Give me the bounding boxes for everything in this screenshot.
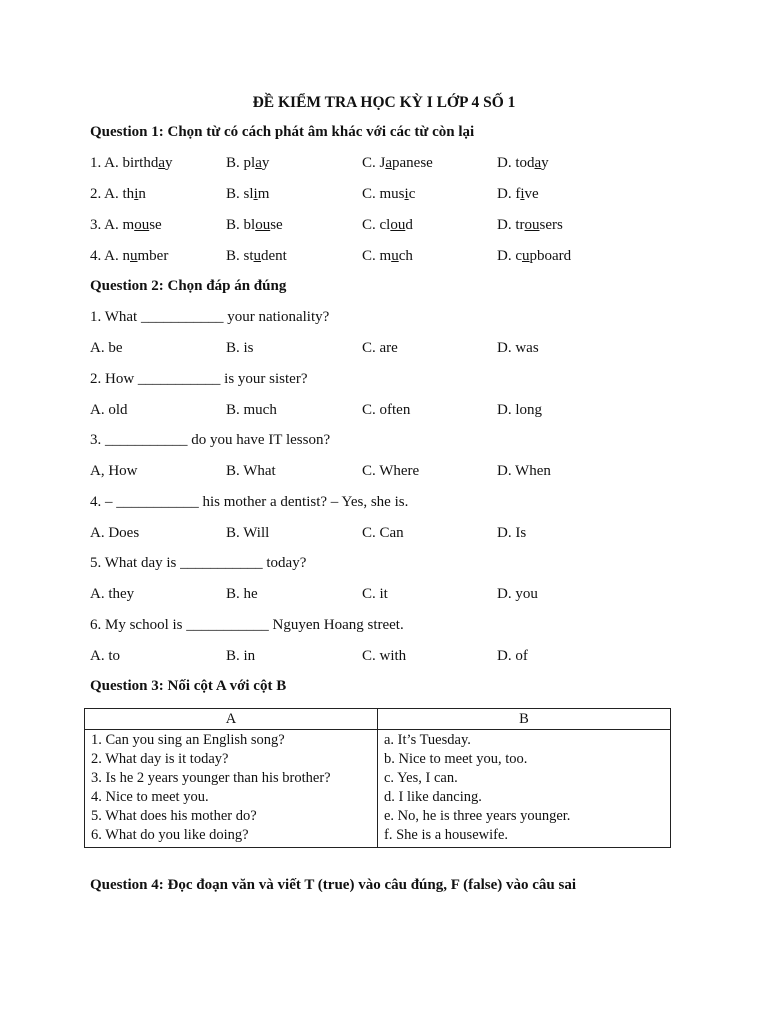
column-a-item: 1. Can you sing an English song?	[91, 732, 285, 748]
q2-option: C. it	[362, 586, 388, 602]
column-a-item: 3. Is he 2 years younger than his brother?	[91, 770, 331, 786]
q1-option	[90, 248, 168, 265]
q1-option	[90, 217, 162, 234]
q1-option-text: C. mus	[362, 186, 405, 202]
column-b-item: b. Nice to meet you, too.	[384, 751, 528, 767]
q1-option-text: 2. A. th	[90, 186, 135, 202]
q2-option: B. is	[226, 340, 254, 356]
q1-option-text: D. c	[497, 248, 522, 264]
q1-underlined-sound: u	[130, 248, 138, 264]
q1-option-text: ch	[398, 248, 413, 264]
q2-option: D. When	[497, 463, 551, 479]
q1-option	[497, 217, 563, 234]
q1-option-text: se	[149, 217, 162, 233]
column-a-item: 6. What do you like doing?	[91, 827, 249, 843]
q2-option: C. with	[362, 648, 407, 664]
q1-option-text: C. cl	[362, 217, 391, 233]
q1-option-text: m	[257, 186, 270, 202]
q1-option	[226, 248, 287, 265]
q1-heading: Question 1: Chọn từ có cách phát âm khác với các từ còn lại	[90, 124, 475, 140]
column-b-item: c. Yes, I can.	[384, 770, 458, 786]
q1-option	[362, 186, 415, 203]
q1-row	[90, 155, 690, 175]
q1-underlined-sound: ou	[524, 217, 540, 233]
q1-option	[90, 186, 146, 203]
q1-underlined-sound: u	[391, 248, 399, 264]
q2-question: 1. What ___________ your nationality?	[90, 309, 330, 325]
q1-row	[90, 217, 690, 237]
q1-underlined-sound: i	[404, 186, 409, 202]
q1-option-text: pboard	[529, 248, 572, 264]
q2-option: D. of	[497, 648, 528, 664]
q1-option-text: c	[408, 186, 416, 202]
q1-option-text: y	[541, 155, 549, 171]
q2-option: A. they	[90, 586, 135, 602]
q2-options-row	[90, 463, 690, 483]
q2-options-row	[90, 586, 690, 606]
q1-option-text: panese	[392, 155, 433, 171]
q1-option-text: D. tod	[497, 155, 535, 171]
q2-option: A. be	[90, 340, 123, 356]
q1-option-text: y	[165, 155, 173, 171]
q1-underlined-sound: i	[253, 186, 258, 202]
q1-underlined-sound: u	[253, 248, 262, 264]
q2-question: 3. ___________ do you have IT lesson?	[90, 432, 331, 448]
q1-underlined-sound: ou	[134, 217, 150, 233]
q1-underlined-sound: i	[520, 186, 525, 202]
q1-underlined-sound: i	[134, 186, 139, 202]
q2-options-row	[90, 525, 690, 545]
q2-question: 5. What day is ___________ today?	[90, 555, 307, 571]
column-a-header: A	[85, 709, 378, 730]
q2-option: D. long	[497, 402, 542, 418]
column-b-item: a. It’s Tuesday.	[384, 732, 471, 748]
q1-option-text: mber	[137, 248, 169, 264]
q2-option: C. are	[362, 340, 398, 356]
q4-heading: Question 4: Đọc đoạn văn và viết T (true) vào câu đúng, F (false) vào câu sai	[90, 877, 576, 893]
column-a-item: 4. Nice to meet you.	[91, 789, 209, 805]
q1-underlined-sound: a	[385, 155, 393, 171]
q1-option-text: y	[261, 155, 270, 171]
column-b-item: d. I like dancing.	[384, 789, 482, 805]
q2-option: C. often	[362, 402, 411, 418]
page-title: ĐỀ KIỂM TRA HỌC KỲ I LỚP 4 SỐ 1	[252, 94, 516, 111]
column-b-header: B	[378, 709, 671, 730]
column-b-item: e. No, he is three years younger.	[384, 808, 571, 824]
q1-option-text: dent	[261, 248, 287, 264]
q1-underlined-sound: ou	[390, 217, 406, 233]
q1-option-text: se	[270, 217, 283, 233]
q2-option: C. Where	[362, 463, 420, 479]
q2-option: D. was	[497, 340, 539, 356]
q1-option-text: 3. A. m	[90, 217, 135, 233]
q1-option-text: ve	[524, 186, 539, 202]
q1-option-text: d	[405, 217, 413, 233]
column-a-cell	[85, 730, 378, 848]
q1-option-text: D. tr	[497, 217, 525, 233]
q1-option-text: 4. A. n	[90, 248, 131, 264]
q1-option-text: C. m	[362, 248, 392, 264]
q1-option-text: B. pl	[226, 155, 256, 171]
q2-option: B. Will	[226, 525, 270, 541]
q1-row	[90, 186, 690, 206]
q1-underlined-sound: a	[158, 155, 166, 171]
q1-option-text: B. bl	[226, 217, 256, 233]
q2-option: A. old	[90, 402, 128, 418]
q2-option: D. you	[497, 586, 538, 602]
q1-option	[226, 155, 269, 172]
q1-underlined-sound: a	[534, 155, 542, 171]
matching-table	[84, 708, 671, 848]
q1-option	[226, 217, 283, 234]
column-a-item: 2. What day is it today?	[91, 751, 229, 767]
q2-question: 4. – ___________ his mother a dentist? – Yes, she is.	[90, 494, 409, 510]
q2-option: C. Can	[362, 525, 404, 541]
q1-option	[497, 186, 539, 203]
q1-option	[226, 186, 269, 203]
q2-options-row	[90, 340, 690, 360]
q2-option: A. to	[90, 648, 120, 664]
q1-option-text: 1. A. birthd	[90, 155, 159, 171]
q2-options-row	[90, 648, 690, 668]
q1-option-text: n	[138, 186, 146, 202]
q2-options-row	[90, 402, 690, 422]
q2-option: D. Is	[497, 525, 527, 541]
q1-option	[497, 155, 549, 172]
column-b-cell	[378, 730, 671, 848]
q1-underlined-sound: ou	[255, 217, 271, 233]
q1-row	[90, 248, 690, 268]
q2-option: B. in	[226, 648, 256, 664]
q1-option	[362, 155, 433, 172]
q1-option	[362, 217, 413, 234]
q2-heading: Question 2: Chọn đáp án đúng	[90, 278, 287, 294]
q2-option: B. much	[226, 402, 277, 418]
q1-option-text: D. f	[497, 186, 521, 202]
q1-option-text: B. sl	[226, 186, 254, 202]
q2-option: B. What	[226, 463, 276, 479]
column-a-item: 5. What does his mother do?	[91, 808, 257, 824]
q1-underlined-sound: a	[255, 155, 262, 171]
q1-option-text: C. J	[362, 155, 386, 171]
q2-option: A. Does	[90, 525, 140, 541]
q1-option	[90, 155, 173, 172]
q2-question: 2. How ___________ is your sister?	[90, 371, 308, 387]
q1-underlined-sound: u	[522, 248, 530, 264]
q2-question: 6. My school is ___________ Nguyen Hoang street.	[90, 617, 404, 633]
q3-heading: Question 3: Nối cột A với cột B	[90, 678, 287, 694]
column-b-item: f. She is a housewife.	[384, 827, 509, 843]
q1-option-text: sers	[539, 217, 563, 233]
q2-option: A, How	[90, 463, 138, 479]
q1-option	[362, 248, 413, 265]
q2-option: B. he	[226, 586, 258, 602]
q1-option	[497, 248, 571, 265]
q1-option-text: B. st	[226, 248, 254, 264]
